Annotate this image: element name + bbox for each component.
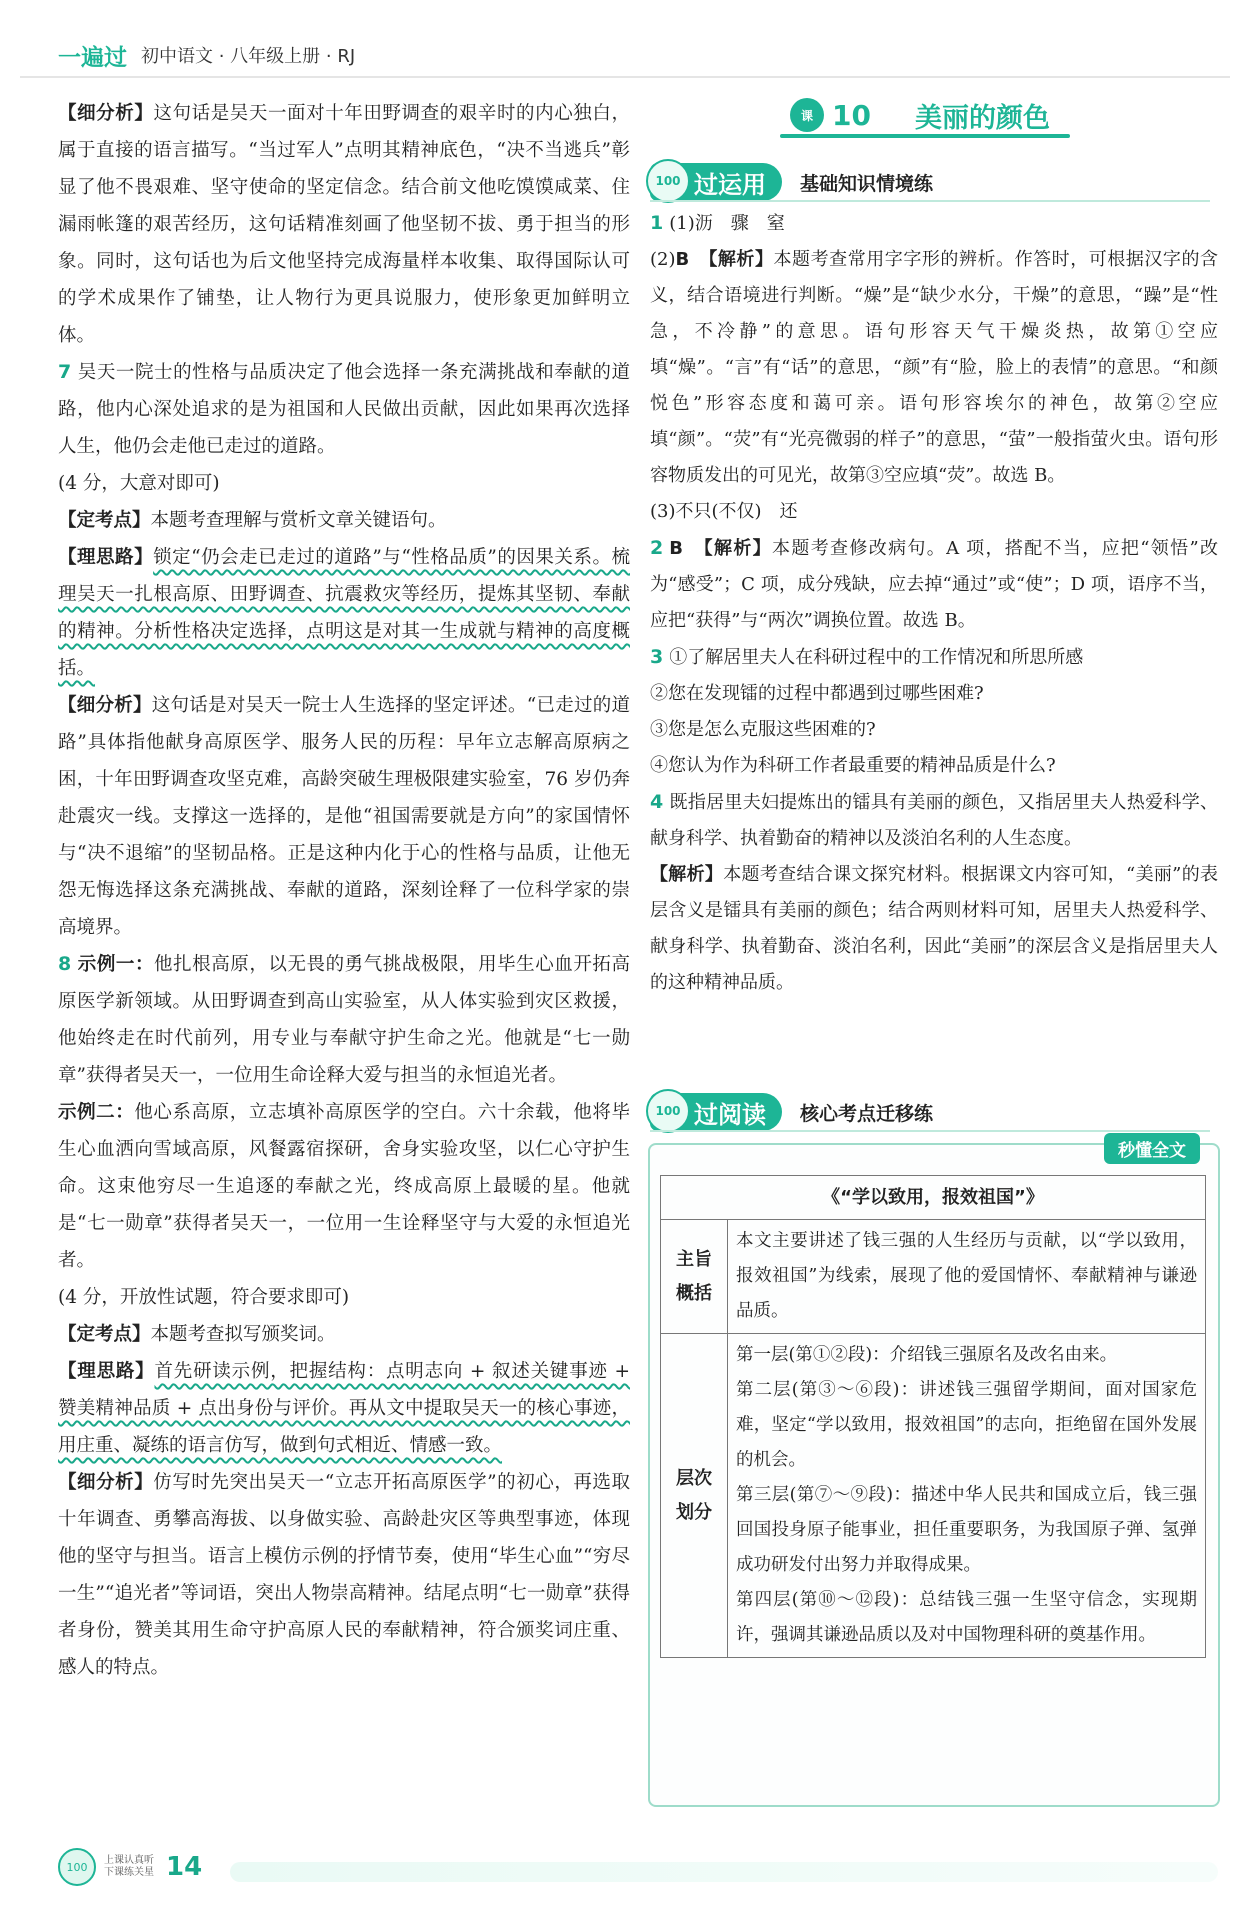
analysis-text: 这句话是吴天一面对十年田野调查的艰辛时的内心独白，属于直接的语言描写。“当过军人”点明其精神底色，“决不当逃兵”彰显了他不畏艰难、坚守使命的坚定信念。结合前文他吃馍馍咸菜、住漏雨帐篷的艰苦经历，这句话精准刻画了他坚韧不拔、勇于担当的形象。同时，这句话也为后文他坚持完成海量样本收集、取得国际认可的学术成果作了铺垫，让人物行为更具说服力，使形象更加鲜明立体。 (58, 103, 630, 346)
question-number: 2 (650, 537, 664, 559)
explanation-text: 本题考查修改病句。A 项，搭配不当，应把“领悟”改为“感受”；C 项，成分残缺，应去掉“通过”或“使”；D 项，语序不当，应把“获得”与“两次”调换位置。故选 B。 (650, 538, 1219, 631)
left-column (58, 95, 630, 1686)
article-title: 《“学以致用，报效祖国”》 (661, 1176, 1206, 1220)
analysis-block (58, 1464, 630, 1686)
answer-line: ④您认为作为科研工作者最重要的精神品质是什么? (650, 755, 1056, 776)
tag-detail-analysis: 【细分析】 (58, 103, 154, 124)
analysis-block (58, 95, 630, 354)
example-text: 他扎根高原，以无畏的勇气挑战极限，用毕生心血开拓高原医学新领域。从田野调查到高山实验室，从人体实验到灾区救援，他始终走在时代前列，用专业与奉献守护生命之光。他就是“七一勋章”获得者吴天一，一位用生命诠释大爱与担当的永恒追光者。 (58, 954, 630, 1086)
test-point-text: 本题考查拟写颁奖词。 (150, 1324, 336, 1345)
silu-block (58, 539, 630, 687)
silu-block (58, 1353, 630, 1464)
answer-line: ①了解居里夫人在科研过程中的工作情况和所思所感 (669, 647, 1084, 668)
layer-item: 第一层(第①②段)：介绍钱三强原名及改名由来。 (736, 1345, 1118, 1365)
kaodian-block (58, 502, 630, 539)
mascot-star-icon: 100 (58, 1848, 96, 1886)
explanation-text: 本题考查结合课文探究材料。根据课文内容可知，“美丽”的表层含义是镭具有美丽的颜色；结合两则材料可知，居里夫人热爱科学、献身科学、执着勤奋、淡泊名利，因此“美丽”的深层含义是指居里夫人的这种精神品质。 (650, 864, 1219, 993)
score-note: (4 分，大意对即可) (58, 473, 220, 494)
section-pill (650, 1093, 782, 1131)
explanation-text: 本题考查常用字字形的辨析。作答时，可根据汉字的含义，结合语境进行判断。“燥”是“缺少水分，干燥”的意思，“躁”是“性急，不冷静”的意思。语句形容天气干燥炎热，故第①空应填“燥”。“言”有“话”的意思，“颜”有“脸，脸上的表情”的意思。“和颜悦色”形容态度和蔼可亲。语句形容埃尔的神色，故第②空应填“颜”。“荧”有“光亮微弱的样子”的意思，“萤”一般指萤火虫。语句形容物质发出的可见光，故第③空应填“荧”。故选 B。 (650, 249, 1219, 486)
section-rule (650, 1130, 1210, 1132)
answer-text: 吴天一院士的性格与品质决定了他会选择一条充满挑战和奉献的道路，他内心深处追求的是为祖国和人民做出贡献，因此如果再次选择人生，他仍会走他已走过的道路。 (58, 362, 630, 457)
layer-item: 第二层(第③～⑥段)：讲述钱三强留学期间，面对国家危难，坚定“学以致用，报效祖国”的志向，拒绝留在国外发展的机会。 (736, 1380, 1197, 1470)
score-note: (4 分，开放性试题，符合要求即可) (58, 1287, 350, 1308)
layers-label: 层次划分 (661, 1334, 728, 1658)
tag-explanation: 【解析】 (703, 538, 773, 559)
example-label: 示例一： (77, 954, 155, 975)
question-4-explanation (650, 857, 1218, 1001)
page-footer (58, 1848, 202, 1886)
page-number: 14 (166, 1852, 203, 1882)
answer-line: ②您在发现镭的过程中都遇到过哪些困难? (650, 683, 984, 704)
summary-tab: 秒懂全文 (1104, 1133, 1200, 1164)
tag-explanation: 【解析】 (708, 249, 774, 270)
answer-text: 既指居里夫妇提炼出的镭具有美丽的颜色，又指居里夫人热爱科学、献身科学、执着勤奋的精神以及淡泊名利的人生态度。 (650, 792, 1218, 849)
analysis-text: 仿写时先突出吴天一“立志开拓高原医学”的初心，再选取十年调查、勇攀高海拔、以身做实验、高龄赴灾区等典型事迹，体现他的坚守与担当。语言上模仿示例的抒情节奏，使用“毕生心血”“穷尽一生”“追光者”等词语，突出人物崇高精神。结尾点明“七一勋章”获得者身份，赞美其用生命守护高原人民的奉献精神，符合颁奖词庄重、感人的特点。 (58, 1472, 630, 1678)
thinking-text: 锁定“仍会走已走过的道路”与“性格品质”的因果关系。梳理吴天一扎根高原、田野调查、抗震救灾等经历，提炼其坚韧、奉献的精神。分析性格决定选择，点明这是对其一生成就与精神的高度概括。 (58, 547, 630, 679)
brand-logo: 一遍过 (58, 44, 127, 71)
answer-line: ③您是怎么克服这些困难的? (650, 719, 876, 740)
tag-test-point: 【定考点】 (58, 1324, 151, 1345)
main-idea-text: 本文主要讲述了钱三强的人生经历与贡献，以“学以致用，报效祖国”为线索，展现了他的爱国情怀、奉献精神与谦逊品质。 (728, 1220, 1206, 1334)
footer-slogan (104, 1855, 154, 1879)
question-7-answer (58, 354, 630, 502)
tag-explanation: 【解析】 (650, 864, 724, 885)
lesson-number: 10 (832, 98, 871, 132)
section-subtitle: 基础知识情境练 (800, 172, 934, 195)
footer-band (230, 1862, 1218, 1882)
layers-list (728, 1334, 1206, 1658)
layer-item: 第三层(第⑦～⑨段)：描述中华人民共和国成立后，钱三强回国投身原子能事业，担任重要职务，为我国原子弹、氢弹成功研发付出努力并取得成果。 (736, 1485, 1197, 1575)
question-1-answer (650, 205, 1218, 530)
question-8-example-2 (58, 1094, 630, 1316)
section-banner-reading (650, 1090, 1210, 1134)
section-banner-usage (650, 160, 1210, 204)
question-3-answer (650, 639, 1218, 784)
choice-answer: B (669, 538, 683, 559)
answer-line: (3)不只(不仅) 还 (650, 501, 798, 522)
lesson-badge-icon: 课 (790, 98, 824, 132)
section-rule (650, 200, 1210, 202)
analysis-block (58, 687, 630, 946)
summary-box (648, 1143, 1220, 1807)
slogan-line: 上课认真听 (104, 1855, 154, 1866)
question-8-answer (58, 946, 630, 1094)
question-number: 1 (650, 212, 664, 234)
example-text: 他心系高原，立志填补高原医学的空白。六十余载，他将毕生心血洒向雪域高原，风餐露宿探研，舍身实验攻坚，以仁心守护生命。这束他穷尽一生追逐的奉献之光，终成高原上最暖的星。他就是“七一勋章”获得者吴天一，一位用一生诠释坚守与大爱的永恒追光者。 (58, 1102, 630, 1271)
kaodian-block (58, 1316, 630, 1353)
choice-answer: B (675, 249, 690, 270)
section-pill (650, 163, 782, 201)
book-title: 初中语文 · 八年级上册 · RJ (141, 46, 356, 67)
analysis-text: 这句话是对吴天一院士人生选择的坚定评述。“已走过的道路”具体指他献身高原医学、服务人民的历程：早年立志解高原病之困，十年田野调查攻坚克难，高龄突破生理极限建实验室，76 岁仍奔赴震灾一线。支撑这一选择的，是他“祖国需要就是方向”的家国情怀与“决不退缩”的坚韧品格。正是这种内化于心的性格与品质，让他无怨无悔选择这条充满挑战、奉献的道路，深刻诠释了一位科学家的崇高境界。 (58, 695, 630, 938)
question-number: 8 (58, 953, 72, 975)
sub-question-label: (2) (650, 249, 676, 270)
tag-test-point: 【定考点】 (58, 510, 151, 531)
example-label: 示例二： (58, 1102, 135, 1123)
tag-detail-analysis: 【细分析】 (58, 1472, 154, 1493)
mascot-icon: 100 (646, 159, 690, 203)
question-4-answer (650, 784, 1218, 857)
tag-detail-analysis: 【细分析】 (58, 695, 152, 716)
section-title: 过阅读 (694, 1100, 766, 1129)
main-idea-label: 主旨概括 (661, 1220, 728, 1334)
lesson-name: 美丽的颜色 (914, 102, 1050, 134)
right-column (650, 205, 1218, 1001)
thinking-text: 首先研读示例，把握结构：点明志向 + 叙述关键事迹 + 赞美精神品质 + 点出身份与评价。再从文中提取吴天一的核心事迹，用庄重、凝练的语言仿写，做到句式相近、情感一致。 (58, 1361, 630, 1456)
tag-thinking: 【理思路】 (58, 547, 154, 568)
question-number: 7 (58, 361, 72, 383)
layer-item: 第四层(第⑩～⑫段)：总结钱三强一生坚守信念，实现期许，强调其谦逊品质以及对中国物理科研的奠基作用。 (736, 1590, 1197, 1645)
lesson-title-underline (780, 134, 1070, 138)
section-title: 过运用 (694, 170, 766, 199)
test-point-text: 本题考查理解与赏析文章关键语句。 (150, 510, 447, 531)
section-subtitle: 核心考点迁移练 (800, 1102, 934, 1125)
summary-table (660, 1175, 1206, 1658)
question-2-answer (650, 530, 1218, 639)
tag-thinking: 【理思路】 (58, 1361, 155, 1382)
slogan-line: 下课练关星 (104, 1867, 154, 1878)
question-number: 3 (650, 646, 664, 668)
lesson-title (790, 92, 1050, 138)
answer-line: (1)沥 骤 窒 (669, 213, 785, 234)
mascot-icon: 100 (646, 1089, 690, 1133)
page-header (58, 40, 355, 70)
question-number: 4 (650, 791, 664, 813)
header-divider (20, 76, 1230, 78)
